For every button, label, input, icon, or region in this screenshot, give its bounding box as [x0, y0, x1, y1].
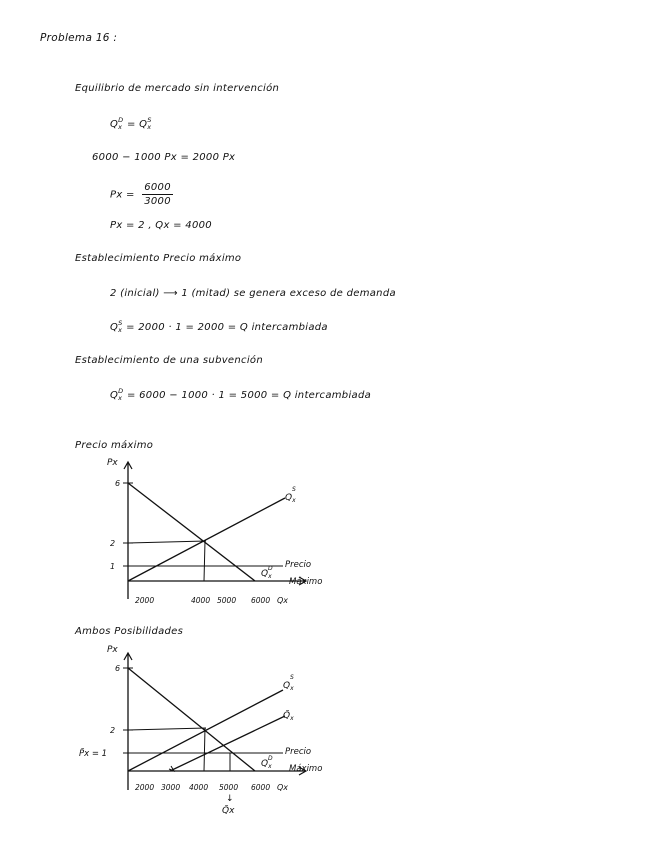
graph2-y-axis-label: Px [107, 645, 118, 655]
eq1-qs-sup: S [147, 116, 152, 124]
equation-result: Px = 2 , Qx = 4000 [110, 220, 212, 231]
eq1-qd: Q [110, 119, 119, 130]
graph1-chart [95, 453, 345, 613]
page-title: Problema 16 : [40, 32, 118, 44]
graph1-x-tick-6000: 6000 [251, 596, 271, 605]
equation-substitution: 6000 − 1000 Px = 2000 Px [92, 152, 236, 163]
eq3-fraction [142, 182, 173, 207]
graph1-y-tick-2: 2 [110, 539, 116, 548]
section1-heading: Equilibrio de mercado sin intervención [75, 83, 280, 94]
section2-heading: Establecimiento Precio máximo [75, 253, 242, 264]
equation-fraction [110, 182, 173, 207]
price-cap-line: 2 (inicial) ⟶ 1 (mitad) se genera exceso de demanda [110, 288, 396, 299]
graph1-price-cap-label-1: Precio [285, 560, 312, 570]
eq1-qs-sub: x [147, 123, 152, 131]
eq1-qd-sup: D [118, 116, 124, 124]
graph2-demand-label: $Q_x$ [261, 759, 272, 770]
graph1-x-tick-2000: 2000 [135, 596, 155, 605]
s3-q-sup: D [118, 387, 124, 395]
graph2-y-tick-6: 6 [115, 664, 121, 673]
graph2-supply-line [128, 690, 283, 771]
graph2-x-tick-6000: 6000 [251, 783, 271, 792]
graph2-price-cap-label-2: Máximo [289, 764, 323, 774]
graph2-eq-quantity-line [204, 728, 205, 771]
graph1-supply-label: $Q_x$ [285, 493, 296, 504]
s2-rest: = 2000 · 1 = 2000 = Q intercambiada [122, 322, 328, 333]
s2-q-sup: S [118, 319, 123, 327]
graph2-subsidy-q-label: Q̃x [222, 806, 235, 816]
eq1-mid: = Q [123, 119, 148, 130]
eq1-qd-sub: x [118, 123, 123, 131]
graph1-eq-quantity-line [204, 541, 205, 581]
s3-q: Q [110, 390, 119, 401]
eq3-lhs: Px = [110, 189, 135, 201]
graph1-y-tick-1: 1 [110, 562, 116, 571]
s2-q: Q [110, 322, 119, 333]
graph2-x-tick-4000: 4000 [189, 783, 209, 792]
s2-q-sub: x [118, 326, 123, 334]
graph1-y-tick-6: 6 [115, 479, 121, 488]
graph2-heading: Ambos Posibilidades [75, 626, 184, 637]
graph2-x-tick-5000: 5000 [219, 783, 239, 792]
graph1-eq-price-line [128, 541, 206, 543]
graph1-x-tick-4000: 4000 [191, 596, 211, 605]
graph1-demand-label: $Q_x$ [261, 569, 272, 580]
s3-rest: = 6000 − 1000 · 1 = 5000 = Q intercambiada [123, 390, 372, 401]
graph2-demand-line [128, 668, 255, 771]
demand-quantity-line [110, 388, 371, 402]
eq3-denominator: 3000 [144, 196, 171, 207]
equation-equilibrium [110, 117, 152, 131]
graph2-eq-price-line [128, 728, 206, 730]
eq3-numerator: 6000 [144, 182, 171, 193]
graph2-x-tick-3000: 3000 [161, 783, 181, 792]
section3-heading: Establecimiento de una subvención [75, 355, 263, 366]
graph1-y-axis-label: Px [107, 458, 118, 468]
graph2-supply2-label: $Q̃_x$ [283, 711, 294, 722]
graph2-supply-sup: S [290, 674, 294, 681]
graph2-y-tick-2: 2 [110, 726, 116, 735]
graph1-x-axis-label: Qx [277, 596, 289, 605]
s3-q-sub: x [118, 394, 123, 402]
graph1-supply-sup: S [292, 486, 296, 493]
graph2-y-tick-subsidy: P̃x = 1 [79, 749, 108, 759]
graph1-heading: Precio máximo [75, 440, 154, 451]
graph2-x-tick-2000: 2000 [135, 783, 155, 792]
graph2-chart [75, 640, 345, 825]
supply-quantity-line [110, 320, 328, 334]
graph1-price-cap-label-2: Máximo [289, 577, 323, 587]
graph2-x-axis-label: Qx [277, 783, 289, 792]
graph2-shift-arrow [169, 766, 174, 771]
graph1-x-tick-5000: 5000 [217, 596, 237, 605]
graph1-demand-sup: D [268, 565, 273, 572]
graph2-demand-sup: D [268, 755, 273, 762]
graph2-down-arrow: ↓ [226, 794, 234, 804]
graph2-supply-label: $Q_x$ [283, 681, 294, 692]
graph2-price-cap-label-1: Precio [285, 747, 312, 757]
